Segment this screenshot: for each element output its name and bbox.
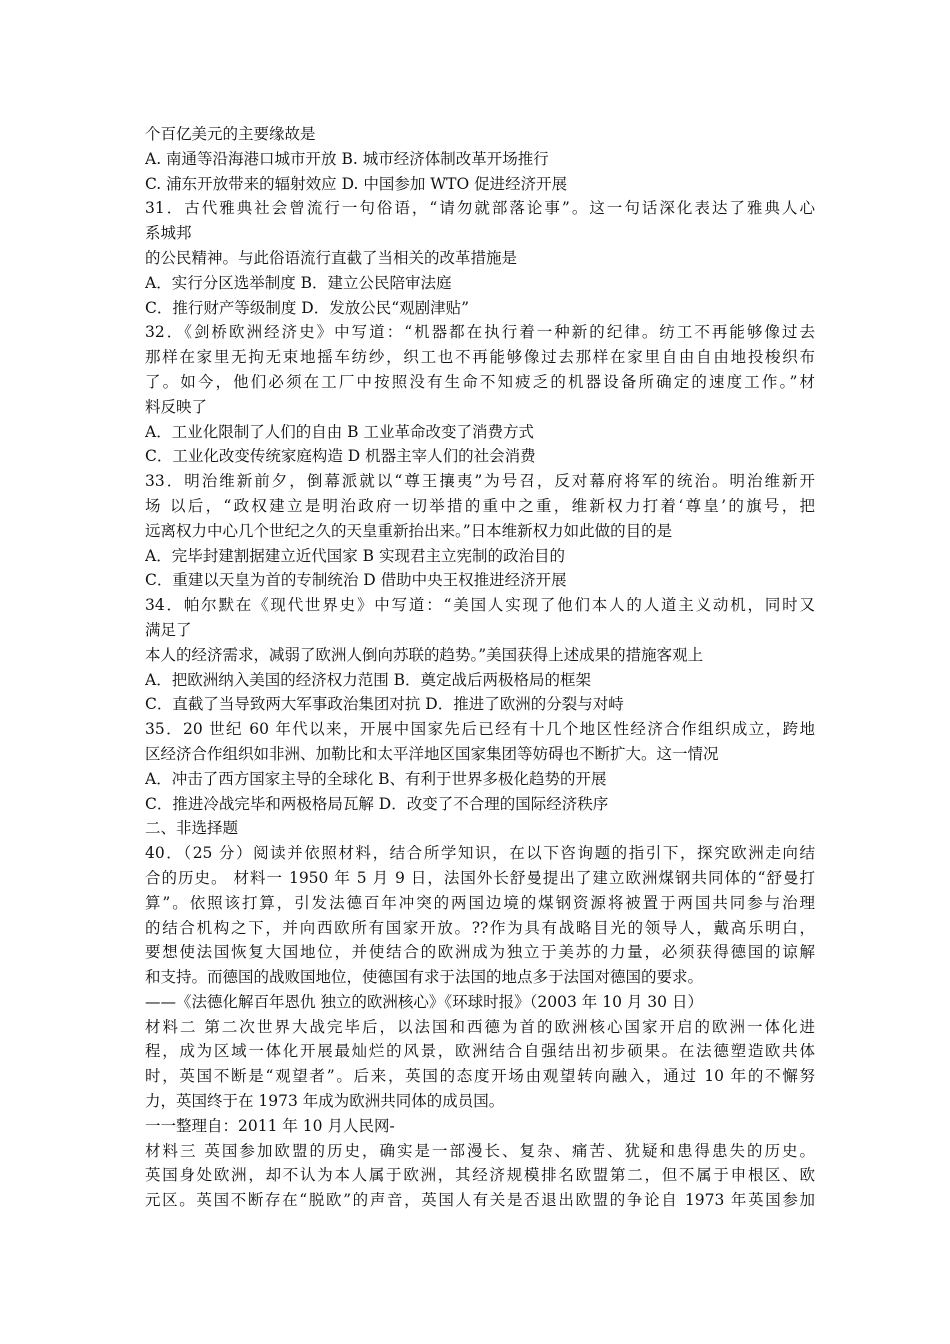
text-line: A．实行分区选举制度 B．建立公民陪审法庭	[145, 273, 452, 292]
text-line: 本人的经济需求，减弱了欧洲人倒向苏联的趋势。”美国获得上述成果的措施客观上	[145, 645, 704, 664]
text-line: A. 南通等沿海港口城市开放 B. 城市经济体制改革开场推行	[145, 149, 549, 168]
text-line: C．重建以天皇为首的专制统治 D 借助中央王权推进经济开展	[145, 571, 567, 590]
text-line: 二、非选择题	[145, 819, 239, 838]
text-line: 满足了	[145, 620, 192, 639]
text-line: C．推进冷战完毕和两极格局瓦解 D．改变了不合理的国际经济秩序	[145, 794, 609, 813]
text-line: 40．（25 分）阅读并依照材料，结合所学知识，在以下咨询题的指引下，探究欧洲走向结	[145, 844, 815, 863]
text-line: 区经济合作组织如非洲、加勒比和太平洋地区国家集团等妨碍也不断扩大。这一情况	[145, 744, 719, 763]
text-line: 时，英国不断是“观望者”。后来，英国的态度开场由观望转向融入，通过 10 年的不懈努	[145, 1067, 815, 1086]
text-line: 和支持。而德国的战败国地位，使德国有求于法国的地点多于法国对德国的要求。	[145, 968, 704, 987]
text-line: C. 浦东开放带来的辐射效应 D. 中国参加 WTO 促进经济开展	[145, 174, 568, 193]
text-line: C．推行财产等级制度 D．发放公民“观剧津贴”	[145, 298, 470, 317]
text-line: 了。如今，他们必须在工厂中按照没有生命不知疲乏的机器设备所确定的速度工作。”材	[145, 372, 815, 391]
text-line: C．工业化改变传统家庭构造 D 机器主宰人们的社会消费	[145, 447, 536, 466]
text-line: 要想使法国恢复大国地位，并使结合的欧洲成为独立于美苏的力量，必须获得德国的谅解	[145, 943, 815, 962]
text-line: 合的历史。 材料一 1950 年 5 月 9 日，法国外长舒曼提出了建立欧洲煤钢共同体的“舒曼打	[145, 868, 815, 887]
text-line: 32．《剑桥欧洲经济史》中写道：“机器都在执行着一种新的纪律。纺工不再能够像过去	[145, 323, 815, 342]
text-line: A．完毕封建割据建立近代国家 B 实现君主立宪制的政治目的	[145, 546, 565, 565]
text-line: ——《法德化解百年恩仇 独立的欧洲核心》《环球时报》（2003 年 10 月 30 日）	[145, 992, 703, 1011]
text-line: A．把欧洲纳入美国的经济权力范围 B．奠定战后两极格局的框架	[145, 670, 592, 689]
text-line: 35．20 世纪 60 年代以来，开展中国家先后已经有十几个地区性经济合作组织成立，跨地	[145, 720, 815, 739]
text-line: 料反映了	[145, 397, 208, 416]
text-line: 系城邦	[145, 224, 192, 243]
text-line: 个百亿美元的主要缘故是	[145, 125, 316, 143]
text-line: 的结合机构之下，并向西欧所有国家开放。??作为具有战略目光的领导人，戴高乐明白，	[145, 918, 815, 937]
text-line: C．直截了当导致两大军事政治集团对抗 D．推进了欧洲的分裂与对峙	[145, 695, 624, 714]
text-line: 那样在家里无拘无束地摇车纺纱，织工也不再能够像过去那样在家里自由自由地投梭织布	[145, 348, 815, 367]
text-line: A．冲击了西方国家主导的全球化 B、有利于世界多极化趋势的开展	[145, 769, 607, 788]
text-line: 英国身处欧洲，却不认为本人属于欧洲，其经济规模排名欧盟第二，但不属于申根区、欧	[145, 1166, 815, 1185]
text-line: 算”。依照该打算，引发法德百年冲突的两国边境的煤钢资源将被置于两国共同参与治理	[145, 893, 815, 912]
text-line: 的公民精神。与此俗语流行直截了当相关的改革措施是	[145, 248, 518, 267]
text-line: 材料三 英国参加欧盟的历史，确实是一部漫长、复杂、痛苦、犹疑和患得患失的历史。	[145, 1141, 815, 1160]
text-line: 程，成为区域一体化开展最灿烂的风景，欧洲结合自强结出初步硕果。在法德塑造欧共体	[145, 1042, 815, 1061]
text-line: A．工业化限制了人们的自由 B 工业革命改变了消费方式	[145, 422, 534, 441]
text-line: 场 以后，“政权建立是明治政府一切举措的重中之重，维新权力打着‘尊皇’的旗号，把	[145, 496, 815, 515]
text-line: 材料二 第二次世界大战完毕后，以法国和西德为首的欧洲核心国家开启的欧洲一体化进	[145, 1017, 815, 1036]
text-line: 34．帕尔默在《现代世界史》中写道：“美国人实现了他们本人的人道主义动机，同时又	[145, 596, 815, 615]
text-line: 31．古代雅典社会曾流行一句俗语，“请勿就部落论事”。这一句话深化表达了雅典人心	[145, 199, 815, 218]
text-line: 远离权力中心几个世纪之久的天皇重新抬出来。”日本维新权力如此做的目的是	[145, 521, 673, 540]
text-line: 元区。英国不断存在“脱欧”的声音，英国人有关是否退出欧盟的争论自 1973 年英国参加	[145, 1191, 815, 1210]
text-line: 一一整理自：2011 年 10 月人民网-	[145, 1116, 395, 1135]
document-page	[145, 122, 815, 1213]
text-line: 33．明治维新前夕，倒幕派就以“尊王攘夷”为号召，反对幕府将军的统治。明治维新开	[145, 472, 815, 491]
text-line: 力，英国终于在 1973 年成为欧洲共同体的成员国。	[145, 1092, 505, 1111]
